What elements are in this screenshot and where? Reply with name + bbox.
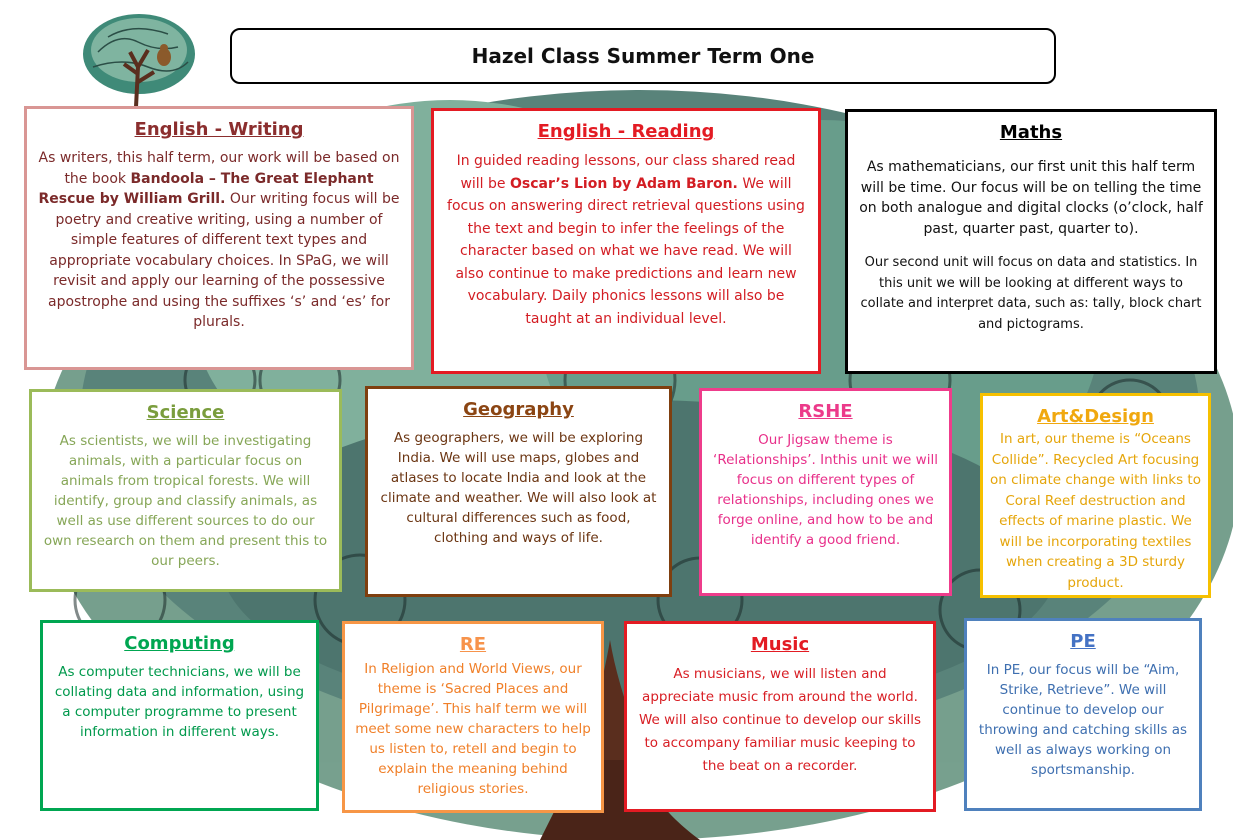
art-design-text: In art, our theme is “Oceans Collide”. Recycled Art focusing on climate change with links to Coral Reef destruction and effects of marine plastic. We will be incorporating textiles when creating a 3D sturdy product.	[989, 431, 1201, 591]
maths-card	[845, 109, 1217, 374]
science-text: As scientists, we will be investigating animals, with a particular focus on animals from tropical forests. We will identify, group and classify animals, as well as use different sources to do our own research on them and present this to our peers.	[43, 433, 328, 569]
english-reading-intro: In guided reading lessons, our class shared read will be	[456, 153, 796, 192]
english-writing-heading: English - Writing	[134, 119, 304, 140]
english-writing-details: Our writing focus will be poetry and creative writing, using a number of simple features of different text types and appropriate vocabulary choices. In SPaG, we will revisit and apply our learning of the possessive apostrophe and using the suffixes ‘s’ and ‘es’ for plurals.	[48, 191, 400, 330]
science-heading: Science	[146, 402, 225, 423]
music-heading: Music	[750, 634, 810, 655]
rshe-card	[699, 388, 952, 596]
english-writing-card	[24, 106, 414, 370]
computing-heading: Computing	[124, 633, 235, 654]
geography-heading: Geography	[463, 399, 574, 420]
english-reading-heading: English - Reading	[537, 121, 715, 142]
pe-heading: PE	[1070, 631, 1096, 652]
art-design-heading: Art&Design	[1037, 406, 1154, 427]
re-text: In Religion and World Views, our theme is ‘Sacred Places and Pilgrimage’. This half term we will meet some new characters to help us listen to, retell and begin to explain the meaning behind religious stories.	[355, 661, 591, 797]
pe-text: In PE, our focus will be “Aim, Strike, Retrieve”. We will continue to develop our throwing and catching skills as well as always working on sportsmanship.	[978, 662, 1188, 778]
english-reading-book: Oscar’s Lion by Adam Baron.	[509, 175, 738, 192]
maths-unit-one-text: As mathematicians, our first unit this half term will be time. Our focus will be on telling the time on both analogue and digital clocks (o’clock, half past, quarter past, quarter to).	[859, 159, 1203, 237]
english-reading-card	[431, 108, 821, 374]
science-card	[29, 389, 342, 592]
english-reading-details: We will focus on answering direct retrieval questions using the text and begin to infer the feelings of the character based on what we have read. We will also continue to make predictions and learn new vocabulary. Daily phonics lessons will also be taught at an individual level.	[447, 175, 805, 327]
re-heading: RE	[459, 634, 487, 655]
rshe-text: Our Jigsaw theme is ‘Relationships’. Inthis unit we will focus on different types of relationships, including ones we forge online, and how to be and identify a good friend.	[713, 432, 938, 548]
music-card	[624, 621, 936, 812]
pe-card	[964, 618, 1202, 811]
maths-unit-two-text: Our second unit will focus on data and statistics. In this unit we will be looking at different ways to collate and interpret data, such as: tally, block chart and pictograms.	[860, 255, 1202, 332]
geography-text: As geographers, we will be exploring India. We will use maps, globes and atlases to locate India and look at the climate and weather. We will also look at cultural differences such as food, clothing and ways of life.	[380, 430, 657, 546]
rshe-heading: RSHE	[798, 401, 853, 422]
geography-card	[365, 386, 672, 597]
maths-heading: Maths	[999, 122, 1063, 143]
english-reading-text	[444, 150, 808, 330]
school-tree-logo	[78, 12, 200, 107]
computing-card	[40, 620, 319, 811]
english-writing-text	[37, 148, 401, 333]
computing-text: As computer technicians, we will be collating data and information, using a computer programme to present information in different ways.	[54, 664, 305, 740]
art-design-card	[980, 393, 1211, 598]
english-writing-book: Bandoola – The Great Elephant Rescue by William Grill.	[38, 170, 374, 207]
page-title: Hazel Class Summer Term One	[230, 28, 1056, 84]
music-text: As musicians, we will listen and appreciate music from around the world. We will also continue to develop our skills to accompany familiar music keeping to the beat on a recorder.	[638, 666, 922, 774]
english-writing-intro: As writers, this half term, our work will be based on the book	[38, 150, 400, 187]
re-card	[342, 621, 604, 813]
